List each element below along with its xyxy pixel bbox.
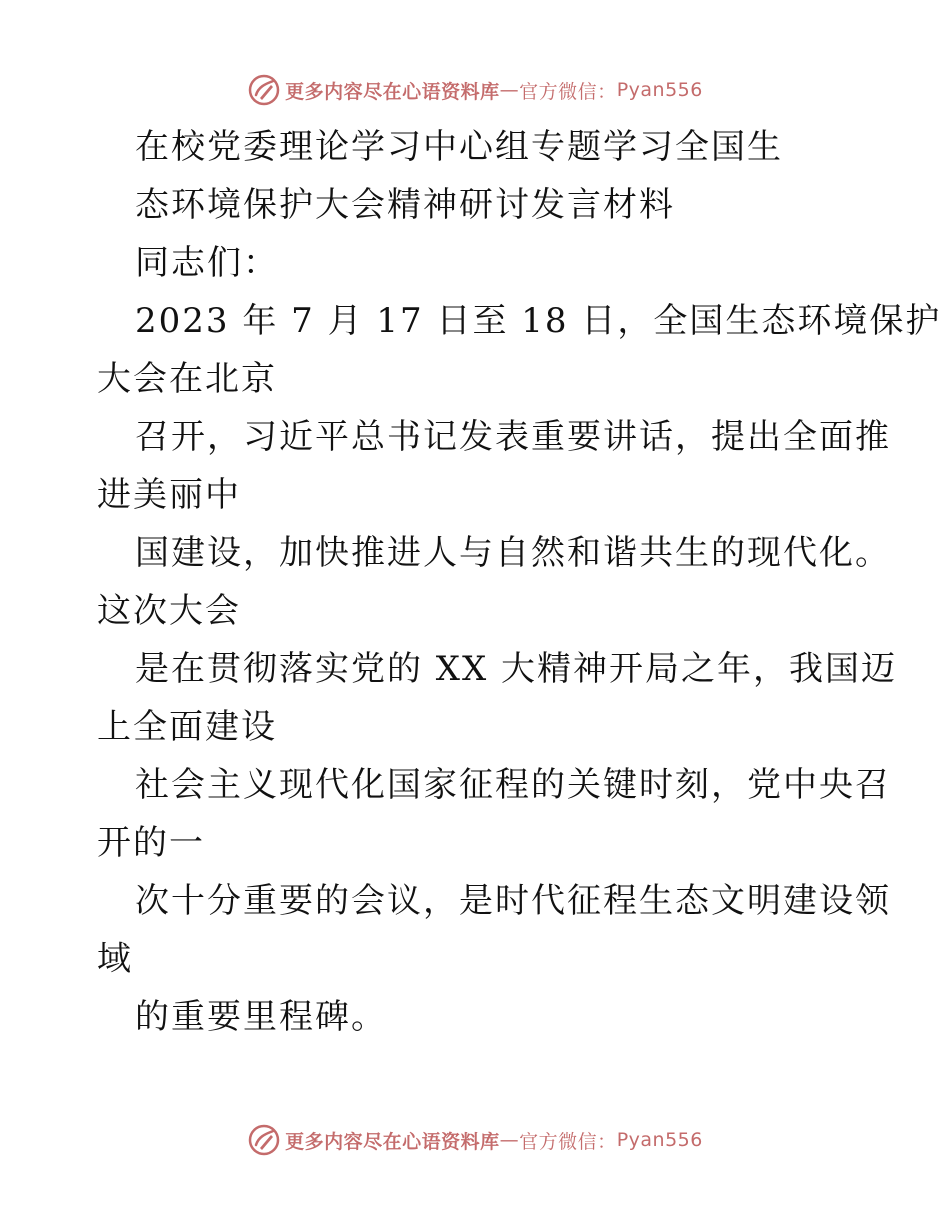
banner-main-text: 更多内容尽在心语资料库 [285,80,500,103]
pen-swirl-logo-icon [247,1123,281,1157]
banner-wechat-id: Pyan556 [616,79,703,101]
document-body [97,118,942,1046]
text-line: 同志们： [135,243,279,283]
banner-dash: — [499,1129,520,1151]
text-line: 的重要里程碑。 [135,997,387,1037]
text-line: 上全面建设 [97,707,277,747]
text-line: 开的一 [97,823,205,863]
text-line: 社会主义现代化国家征程的关键时刻，党中央召 [135,765,891,805]
text-line: 这次大会 [97,591,241,631]
banner-wechat-id: Pyan556 [616,1129,703,1151]
pen-swirl-logo-icon [247,73,281,107]
text-line: 进美丽中 [97,475,241,515]
footer-banner[interactable] [0,1120,950,1160]
banner-official-label: 官方微信： [519,1130,617,1153]
text-line: 召开，习近平总书记发表重要讲话，提出全面推 [135,417,891,457]
text-line: 态环境保护大会精神研讨发言材料 [135,185,675,225]
text-line: 域 [97,939,133,979]
header-banner[interactable] [0,70,950,110]
text-line: 国建设，加快推进人与自然和谐共生的现代化。 [135,533,891,573]
banner-dash: — [499,79,520,101]
text-line: 次十分重要的会议，是时代征程生态文明建设领 [135,881,891,921]
text-line: 大会在北京 [97,359,277,399]
banner-main-text: 更多内容尽在心语资料库 [285,1130,500,1153]
text-line: 2023 年 7 月 17 日至 18 日，全国生态环境保护 [135,301,942,341]
text-line: 在校党委理论学习中心组专题学习全国生 [135,127,783,167]
text-line: 是在贯彻落实党的 XX 大精神开局之年，我国迈 [135,649,898,689]
banner-official-label: 官方微信： [519,80,617,103]
